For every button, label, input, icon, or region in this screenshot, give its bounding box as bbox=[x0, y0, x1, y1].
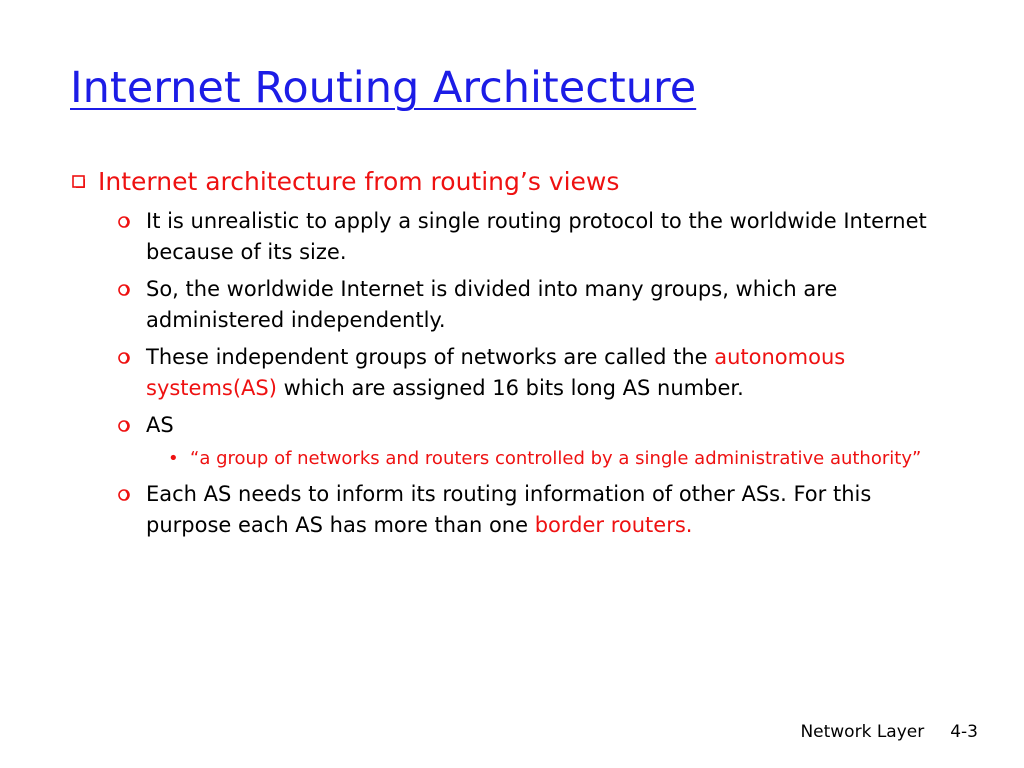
sub-bullet-2 bbox=[146, 274, 956, 336]
main-bullet bbox=[98, 164, 1024, 200]
sub-bullet-1-text: It is unrealistic to apply a single routing protocol to the worldwide Internet because of its size. bbox=[146, 209, 927, 264]
slide-title: Internet Routing Architecture bbox=[70, 63, 697, 113]
sub-bullet-1 bbox=[146, 206, 956, 268]
sub-bullet-3 bbox=[146, 342, 956, 404]
main-bullet-text: Internet architecture from routing’s views bbox=[98, 167, 620, 196]
circle-bullet-icon bbox=[117, 489, 131, 501]
footer-section: Network Layer bbox=[800, 722, 925, 742]
dot-bullet-icon: • bbox=[168, 448, 179, 469]
sub-bullet-3-text-pre: These independent groups of networks are called the bbox=[146, 345, 715, 369]
sub-bullet-5-text-pre: Each AS needs to inform its routing information of other ASs. For this purpose each AS has more than one bbox=[146, 482, 872, 537]
circle-bullet-icon bbox=[117, 216, 131, 228]
slide-content bbox=[0, 164, 1024, 541]
circle-bullet-icon bbox=[117, 352, 131, 364]
sub-bullet-4-text: AS bbox=[146, 413, 174, 437]
sub-bullet-5 bbox=[146, 479, 956, 541]
circle-bullet-icon bbox=[117, 284, 131, 296]
border-routers-highlight: border routers. bbox=[534, 513, 693, 537]
as-definition-text: “a group of networks and routers controlled by a single administrative authority” bbox=[190, 448, 922, 469]
as-definition-bullet bbox=[168, 445, 950, 473]
square-bullet-icon bbox=[72, 175, 85, 188]
circle-bullet-icon bbox=[117, 420, 131, 432]
sub-bullet-3-text-post: which are assigned 16 bits long AS number. bbox=[276, 376, 744, 400]
sub-bullet-4 bbox=[146, 410, 956, 441]
slide-footer bbox=[800, 722, 978, 742]
autonomous-systems-highlight: autonomous systems(AS) bbox=[146, 345, 846, 400]
page-number: 4-3 bbox=[950, 722, 978, 742]
sub-bullet-2-text: So, the worldwide Internet is divided into many groups, which are administered independently. bbox=[146, 277, 838, 332]
